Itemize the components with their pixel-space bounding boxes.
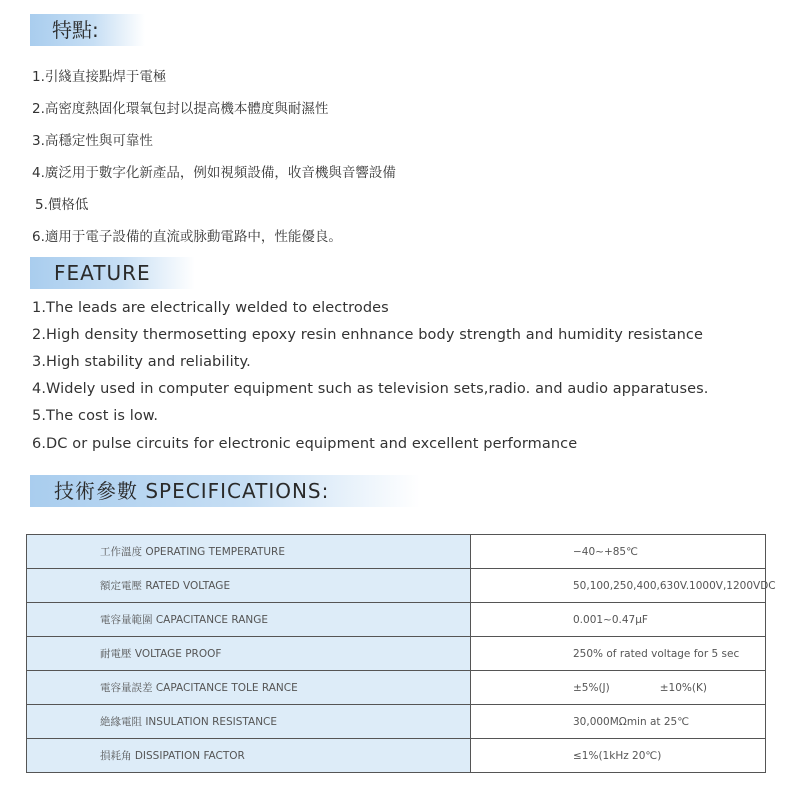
spec-value-primary: ±5%(J) [573,681,610,694]
features-zh-header [30,14,145,46]
specifications-header [30,475,420,507]
spec-value: 250% of rated voltage for 5 sec [471,637,766,671]
spec-value: 30,000MΩmin at 25℃ [471,705,766,739]
list-item: 3.高穩定性與可靠性 [32,133,153,149]
spec-label: 絶緣電阻 INSULATION RESISTANCE [27,705,471,739]
spec-value: −40~+85℃ [471,535,766,569]
features-en-title: FEATURE [54,261,151,285]
table-row [27,603,766,637]
table-row [27,569,766,603]
spec-value-secondary: ±10%(K) [659,681,707,694]
spec-label: 電容量範圍 CAPACITANCE RANGE [27,603,471,637]
list-item: 2.高密度熱固化環氧包封以提高機本體度與耐濕性 [32,101,329,117]
spec-label: 額定電壓 RATED VOLTAGE [27,569,471,603]
list-item: 2.High density thermosetting epoxy resin enhnance body strength and humidity resistance [32,327,703,343]
features-zh-title: 特點: [52,18,99,42]
spec-value: 0.001~0.47μF [471,603,766,637]
spec-label: 損耗角 DISSIPATION FACTOR [27,739,471,773]
spec-value [471,671,766,705]
spec-label: 電容量誤差 CAPACITANCE TOLE RANCE [27,671,471,705]
list-item: 5.The cost is low. [32,408,159,424]
list-item: 6.適用于電子設備的直流或脉動電路中，性能優良。 [32,229,342,245]
spec-value: 50,100,250,400,630V.1000V,1200VDC [471,569,766,603]
specifications-title: 技術參數 SPECIFICATIONS: [54,479,330,503]
list-item: 4.廣泛用于數字化新產品，例如視頻設備，收音機與音響設備 [32,165,396,181]
list-item: 1.The leads are electrically welded to electrodes [32,300,389,316]
spec-value: ≤1%(1kHz 20℃) [471,739,766,773]
specifications-table [26,534,776,773]
list-item: 5.價格低 [35,197,89,213]
table-row [27,671,766,705]
list-item: 6.DC or pulse circuits for electronic equipment and excellent performance [32,436,578,452]
list-item: 3.High stability and reliability. [32,354,251,370]
features-en-header [30,257,195,289]
table-row [27,705,766,739]
list-item: 4.Widely used in computer equipment such as television sets,radio. and audio apparatuses. [32,381,709,397]
table-row [27,739,766,773]
table-row [27,535,766,569]
table-row [27,637,766,671]
spec-label: 耐電壓 VOLTAGE PROOF [27,637,471,671]
list-item: 1.引綫直接點焊于電極 [32,69,167,85]
spec-label: 工作溫度 OPERATING TEMPERATURE [27,535,471,569]
